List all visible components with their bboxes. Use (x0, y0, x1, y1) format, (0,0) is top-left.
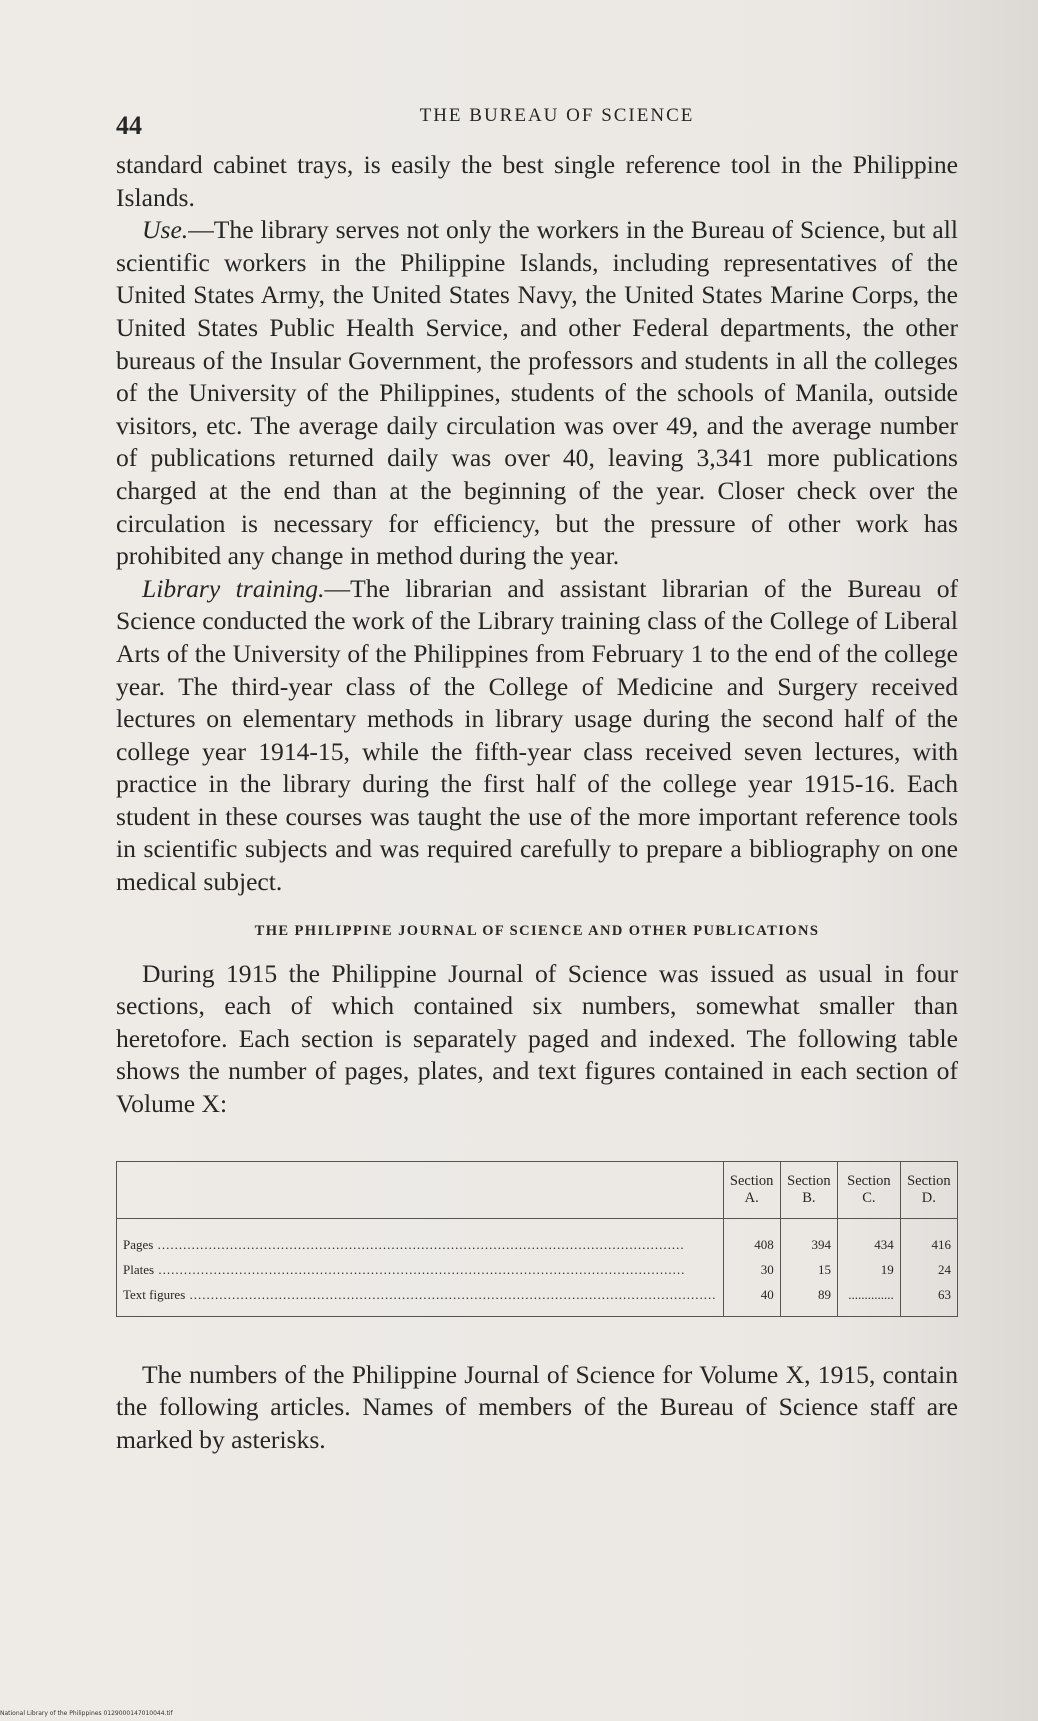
table-cell: 19 (838, 1258, 901, 1283)
paragraph-library-training-body: —The librarian and assistant librarian of the Bureau of Science conducted the work of the Library training class of the College of Liberal Arts of the University of the Philippines from February 1 to the end of the college year. The third-year class of the College of Medicine and Surgery received lectures on elementary methods in library usage during the second half of the college year 1914-15, while the fifth-year class received seven lectures, with practice in the library during the first half of the college year 1915-16. Each student in these courses was taught the use of the more important reference tools in scientific subjects and was required carefully to prepare a bibliography on one medical subject. (116, 573, 959, 897)
paragraph-library-training (116, 573, 958, 899)
scan-footer-caption: National Library of the Philippines 0129000147010044.tif (0, 1710, 173, 1717)
paragraph-articles: The numbers of the Philippine Journal of Science for Volume X, 1915, contain the following articles. Names of members of the Bureau of Science staff are marked by asterisks. (116, 1359, 958, 1454)
section-heading: THE PHILIPPINE JOURNAL OF SCIENCE AND OTHER PUBLICATIONS (254, 922, 820, 939)
table-cell: 63 (900, 1283, 957, 1317)
table-cell: 24 (900, 1258, 957, 1283)
table-header-blank (117, 1161, 724, 1218)
table-cell: 40 (723, 1283, 780, 1317)
table-cell: 89 (780, 1283, 837, 1317)
paragraph-use-lead: Use. (142, 215, 189, 245)
table-cell: .............. (838, 1283, 901, 1317)
paragraph-use-body: —The library serves not only the workers in the Bureau of Science, but all scientific workers in the Philippine Islands, including representatives of the United States Army, the United States Navy, the United States Marine Corps, the United States Public Health Service, and other Federal departments, the other bureaus of the Insular Government, the professors and students in all the colleges of the University of the Philippines, students of the schools of Manila, outside visitors, etc. The average daily circulation was over 49, and the average number of publications returned daily was over 40, leaving 3,341 more publications charged at the end than at the beginning of the year. Closer check over the circulation is necessary for efficiency, but the pressure of other work has prohibited any change in method during the year. (116, 215, 958, 571)
table-header-section-a: Section A. (723, 1161, 780, 1218)
table-row (117, 1258, 958, 1283)
table-cell: 416 (900, 1218, 957, 1258)
table-row (117, 1283, 958, 1317)
paragraph-library-training-lead: Library training. (142, 573, 325, 603)
paragraph-journal: During 1915 the Philippine Journal of Science was issued as usual in four sections, each of which contained six numbers, somewhat smaller than heretofore. Each section is separately paged and indexed. The following table shows the number of pages, plates, and text figures contained in each section of Volume X: (116, 958, 958, 1119)
table-cell: 15 (780, 1258, 837, 1283)
table-header-section-c: Section C. (838, 1161, 901, 1218)
table-cell: 408 (723, 1218, 780, 1258)
row-label-pages: Pages ..... (117, 1218, 724, 1258)
paragraph-continuation: standard cabinet trays, is easily the best single reference tool in the Philippine Islands. (116, 150, 958, 212)
row-label-text-figures: Text figures ..... (117, 1283, 724, 1317)
running-title: THE BUREAU OF SCIENCE (419, 105, 695, 126)
table-header-row (117, 1161, 958, 1218)
table-cell: 394 (780, 1218, 837, 1258)
sections-table (116, 1161, 958, 1317)
paragraph-use (116, 214, 958, 573)
table-cell: 30 (723, 1258, 780, 1283)
table-row (117, 1218, 958, 1258)
running-head (116, 105, 958, 149)
table-header-section-b: Section B. (780, 1161, 837, 1218)
page-content (116, 105, 958, 1456)
table-cell: 434 (838, 1218, 901, 1258)
page-number: 44 (116, 111, 142, 140)
row-label-plates: Plates ..... (117, 1258, 724, 1283)
table-header-section-d: Section D. (900, 1161, 957, 1218)
